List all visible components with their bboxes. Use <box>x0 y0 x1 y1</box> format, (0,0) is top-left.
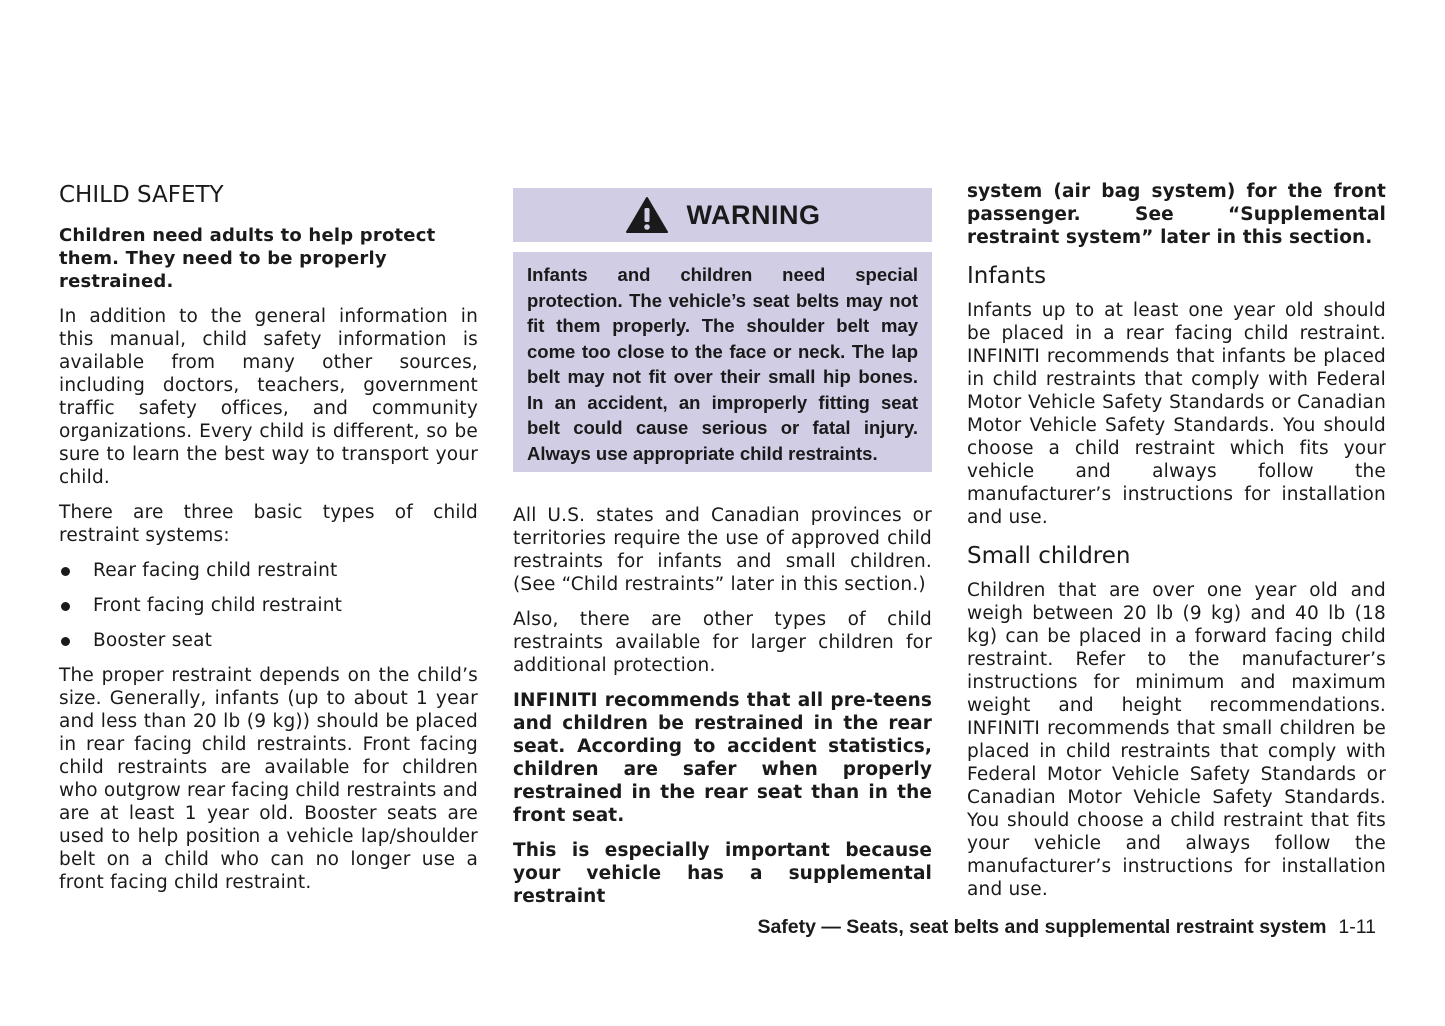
law-paragraph: All U.S. states and Canadian provinces or territories require the use of approved child restraints for infants and small children. (See “Child restraints” later in this section.) <box>513 505 932 595</box>
list-item <box>59 559 478 582</box>
small-children-heading: Small children <box>967 543 1131 569</box>
warning-triangle-icon <box>625 196 669 234</box>
bullet-icon <box>61 637 70 646</box>
small-children-paragraph: Children that are over one year old and weigh between 20 lb (9 kg) and 40 lb (18 kg) can be placed in a forward facing child restraint. Refer to the manufacturer’s instructions for minimum and maximum weight and height recommendations. INFINITI recommends that small children be placed in child restraints that comply with Federal Motor Vehicle Safety Standards or Canadian Motor Vehicle Safety Standards. You should choose a child restraint that fits your vehicle and always follow the manufacturer’s instructions for installation and use. <box>967 580 1386 900</box>
warning-body <box>513 252 932 472</box>
proper-restraint-paragraph: The proper restraint depends on the child’s size. Generally, infants (up to about 1 year and less than 20 lb (9 kg)) should be placed in rear facing child restraints. Front facing child restraints are available for children who outgrow rear facing child restraints and are at least 1 year old. Booster seats are used to help position a vehicle lap/shoulder belt on a child who can no longer use a front facing child restraint. <box>59 665 478 893</box>
column-middle <box>513 180 932 920</box>
warning-header <box>513 188 932 242</box>
warning-title: WARNING <box>686 199 821 230</box>
warning-text: Infants and children need special protection. The vehicle’s seat belts may not fit them properly. The shoulder belt may come too close to the face or neck. The lap belt may not fit over their small hip bones. In an accident, an improperly fitting seat belt could cause serious or fatal injury. Always use appropriate child restraints. <box>527 264 918 464</box>
other-restraints-paragraph: Also, there are other types of child restraints available for larger children for additional protection. <box>513 609 932 676</box>
column-left <box>59 180 478 906</box>
infants-paragraph: Infants up to at least one year old should be placed in a rear facing child restraint. INFINITI recommends that infants be placed in child restraints that comply with Federal Motor Vehicle Safety Standards or Canadian Motor Vehicle Safety Standards. You should choose a child restraint which fits your vehicle and always follow the manufacturer’s instructions for installation and use. <box>967 300 1386 528</box>
page-footer <box>700 916 1376 939</box>
bullet-icon <box>61 602 70 611</box>
types-paragraph: There are three basic types of child restraint systems: <box>59 502 478 546</box>
infants-heading: Infants <box>967 263 1047 289</box>
bullet-icon <box>61 567 70 576</box>
importance-paragraph: This is especially important because your vehicle has a supplemental restraint <box>513 840 932 907</box>
intro-paragraph: In addition to the general information in this manual, child safety information is available from many other sources, including doctors, teachers, government traffic safety offices, and community organizations. Every child is different, so be sure to learn the best way to transport your child. <box>59 306 478 488</box>
restraint-types-list <box>59 559 478 652</box>
list-item-label: Rear facing child restraint <box>93 560 338 581</box>
list-item <box>59 594 478 617</box>
column-right <box>967 180 1386 913</box>
footer-section-title: Safety — Seats, seat belts and supplemental restraint system <box>757 916 1327 938</box>
lead-paragraph: Children need adults to help protect them. They need to be properly restrained. <box>59 225 436 292</box>
continued-paragraph: system (air bag system) for the front passenger. See “Supplemental restraint system” later in this section. <box>967 181 1386 248</box>
list-item-label: Front facing child restraint <box>93 595 343 616</box>
list-item-label: Booster seat <box>93 630 213 651</box>
recommendation-paragraph: INFINITI recommends that all pre-teens and children be restrained in the rear seat. According to accident statistics, children are safer when properly restrained in the rear seat than in the front seat. <box>513 690 932 826</box>
page-number: 1-11 <box>1338 916 1376 938</box>
section-title: CHILD SAFETY <box>59 182 224 208</box>
list-item <box>59 629 478 652</box>
